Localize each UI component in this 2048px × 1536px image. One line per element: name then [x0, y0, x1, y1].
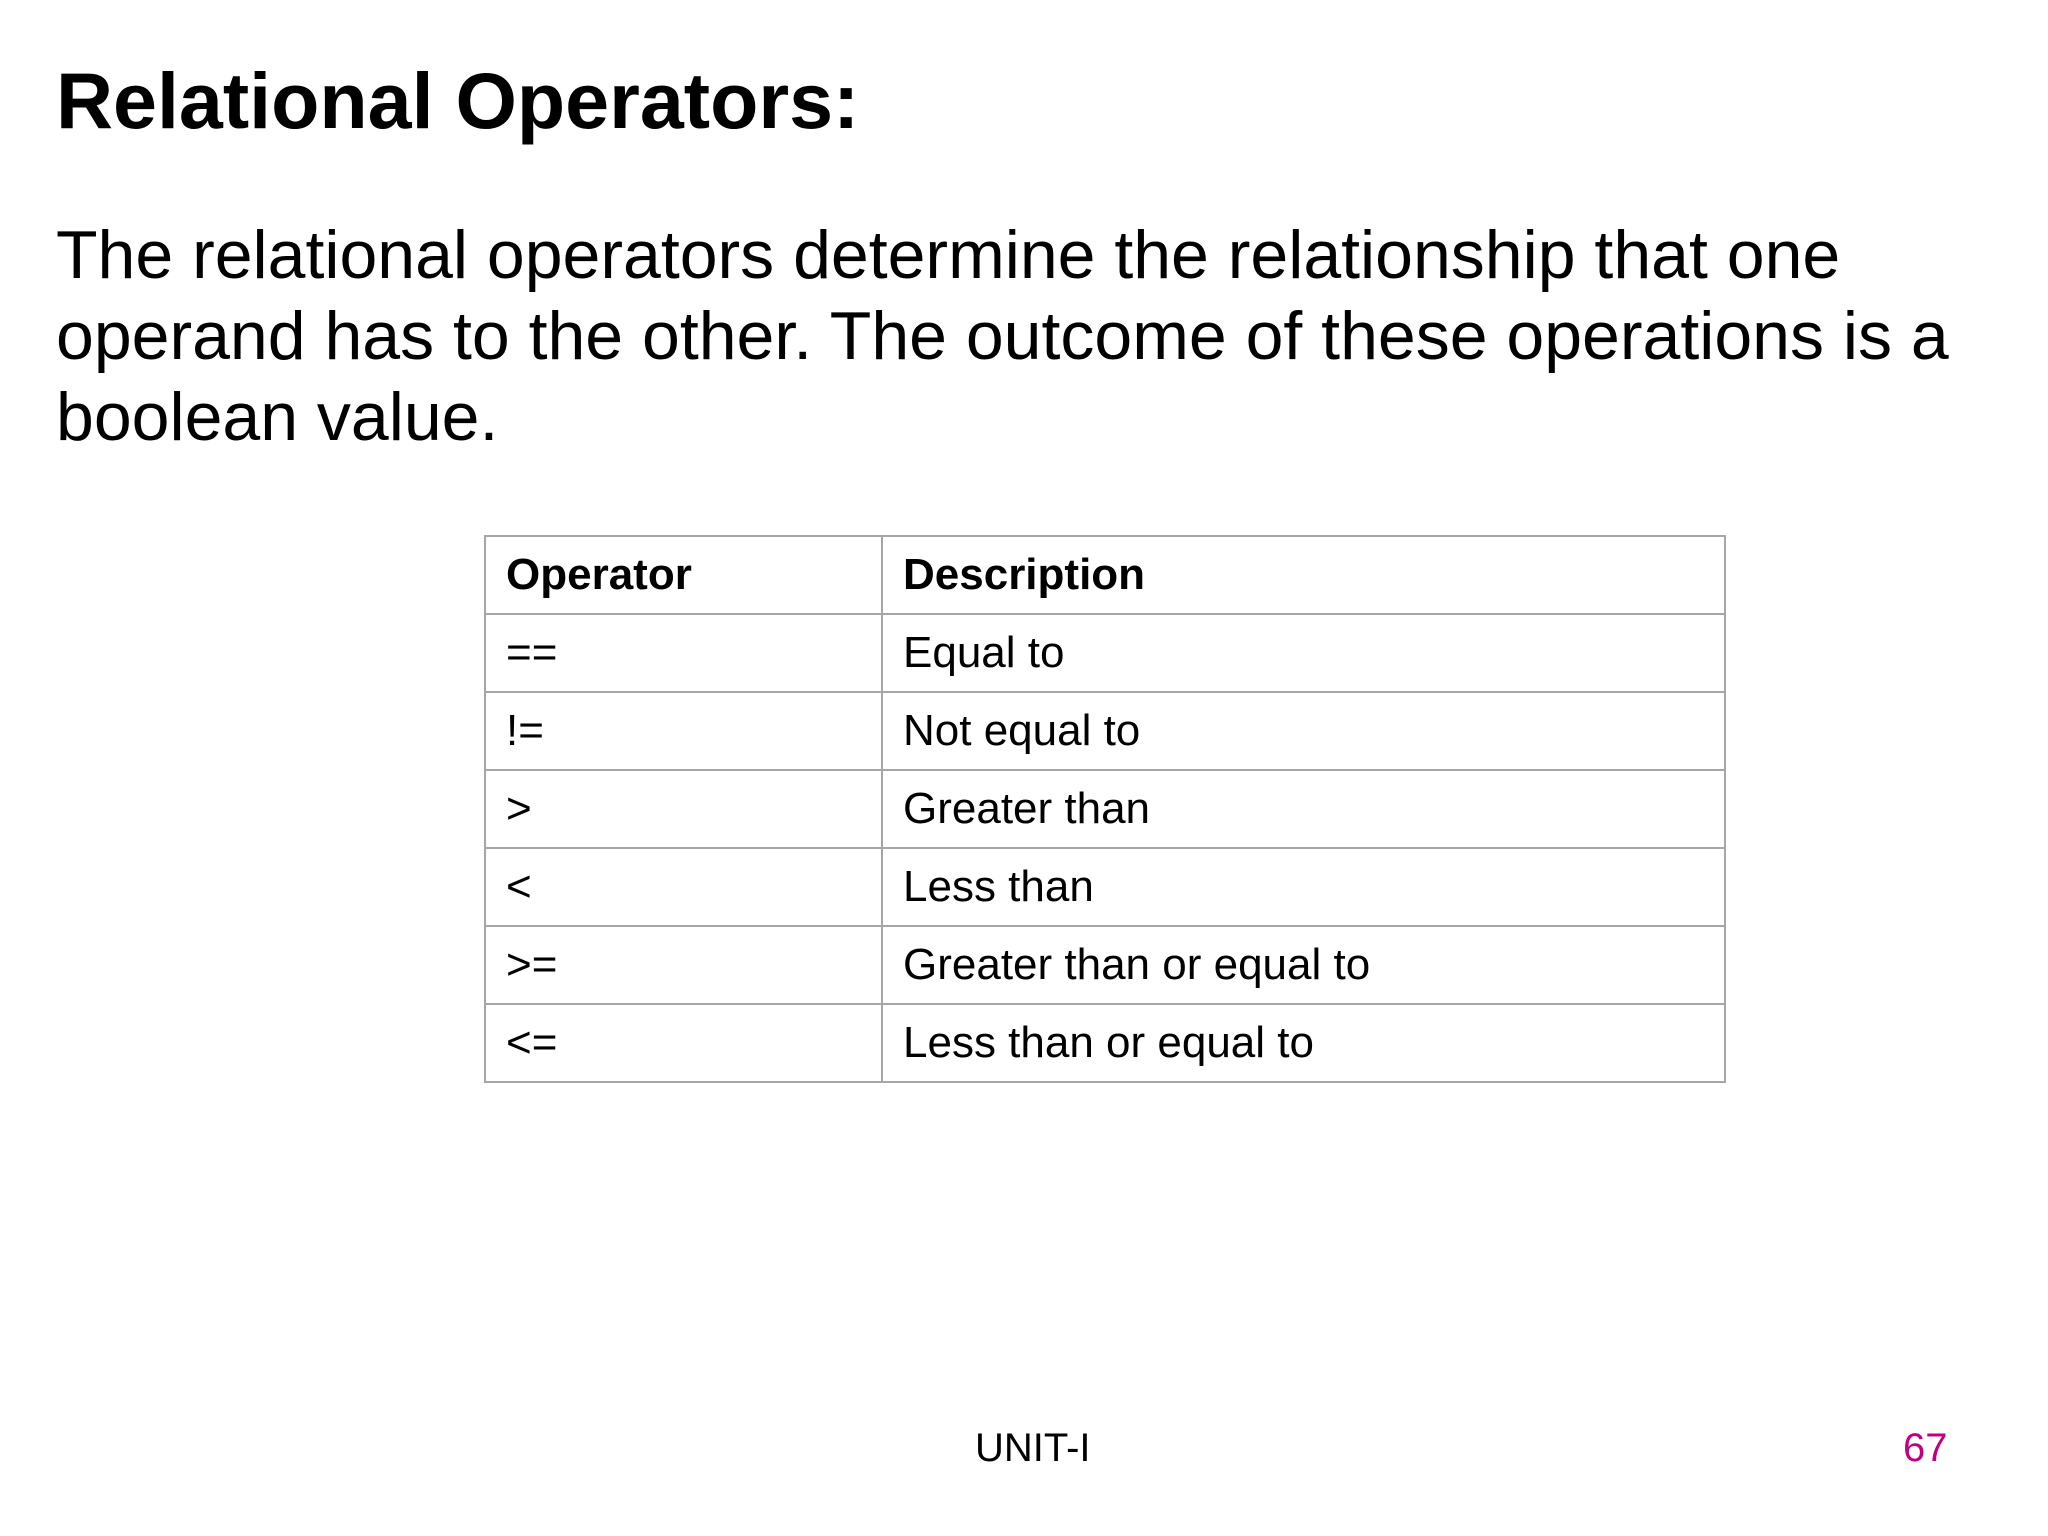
operator-cell: > [485, 770, 882, 848]
description-cell: Greater than [882, 770, 1725, 848]
header-description: Description [882, 536, 1725, 614]
page-number: 67 [1903, 1426, 1948, 1470]
table-row [485, 848, 1725, 926]
slide-body-text: The relational operators determine the relationship that one operand has to the other. The outcome of these operations is a boolean value. [56, 217, 1949, 455]
description-cell: Greater than or equal to [882, 926, 1725, 1004]
header-operator: Operator [485, 536, 882, 614]
operator-cell: <= [485, 1004, 882, 1082]
slide-title: Relational Operators: [56, 56, 860, 145]
operator-cell: == [485, 614, 882, 692]
footer-unit-label: UNIT-I [975, 1426, 1091, 1470]
operators-table [484, 535, 1726, 1083]
description-cell: Less than [882, 848, 1725, 926]
table-row [485, 926, 1725, 1004]
operator-cell: != [485, 692, 882, 770]
table-row [485, 692, 1725, 770]
operator-cell: < [485, 848, 882, 926]
table-row [485, 770, 1725, 848]
table-header-row [485, 536, 1725, 614]
description-cell: Less than or equal to [882, 1004, 1725, 1082]
description-cell: Not equal to [882, 692, 1725, 770]
operator-cell: >= [485, 926, 882, 1004]
table-row [485, 614, 1725, 692]
table-row [485, 1004, 1725, 1082]
description-cell: Equal to [882, 614, 1725, 692]
